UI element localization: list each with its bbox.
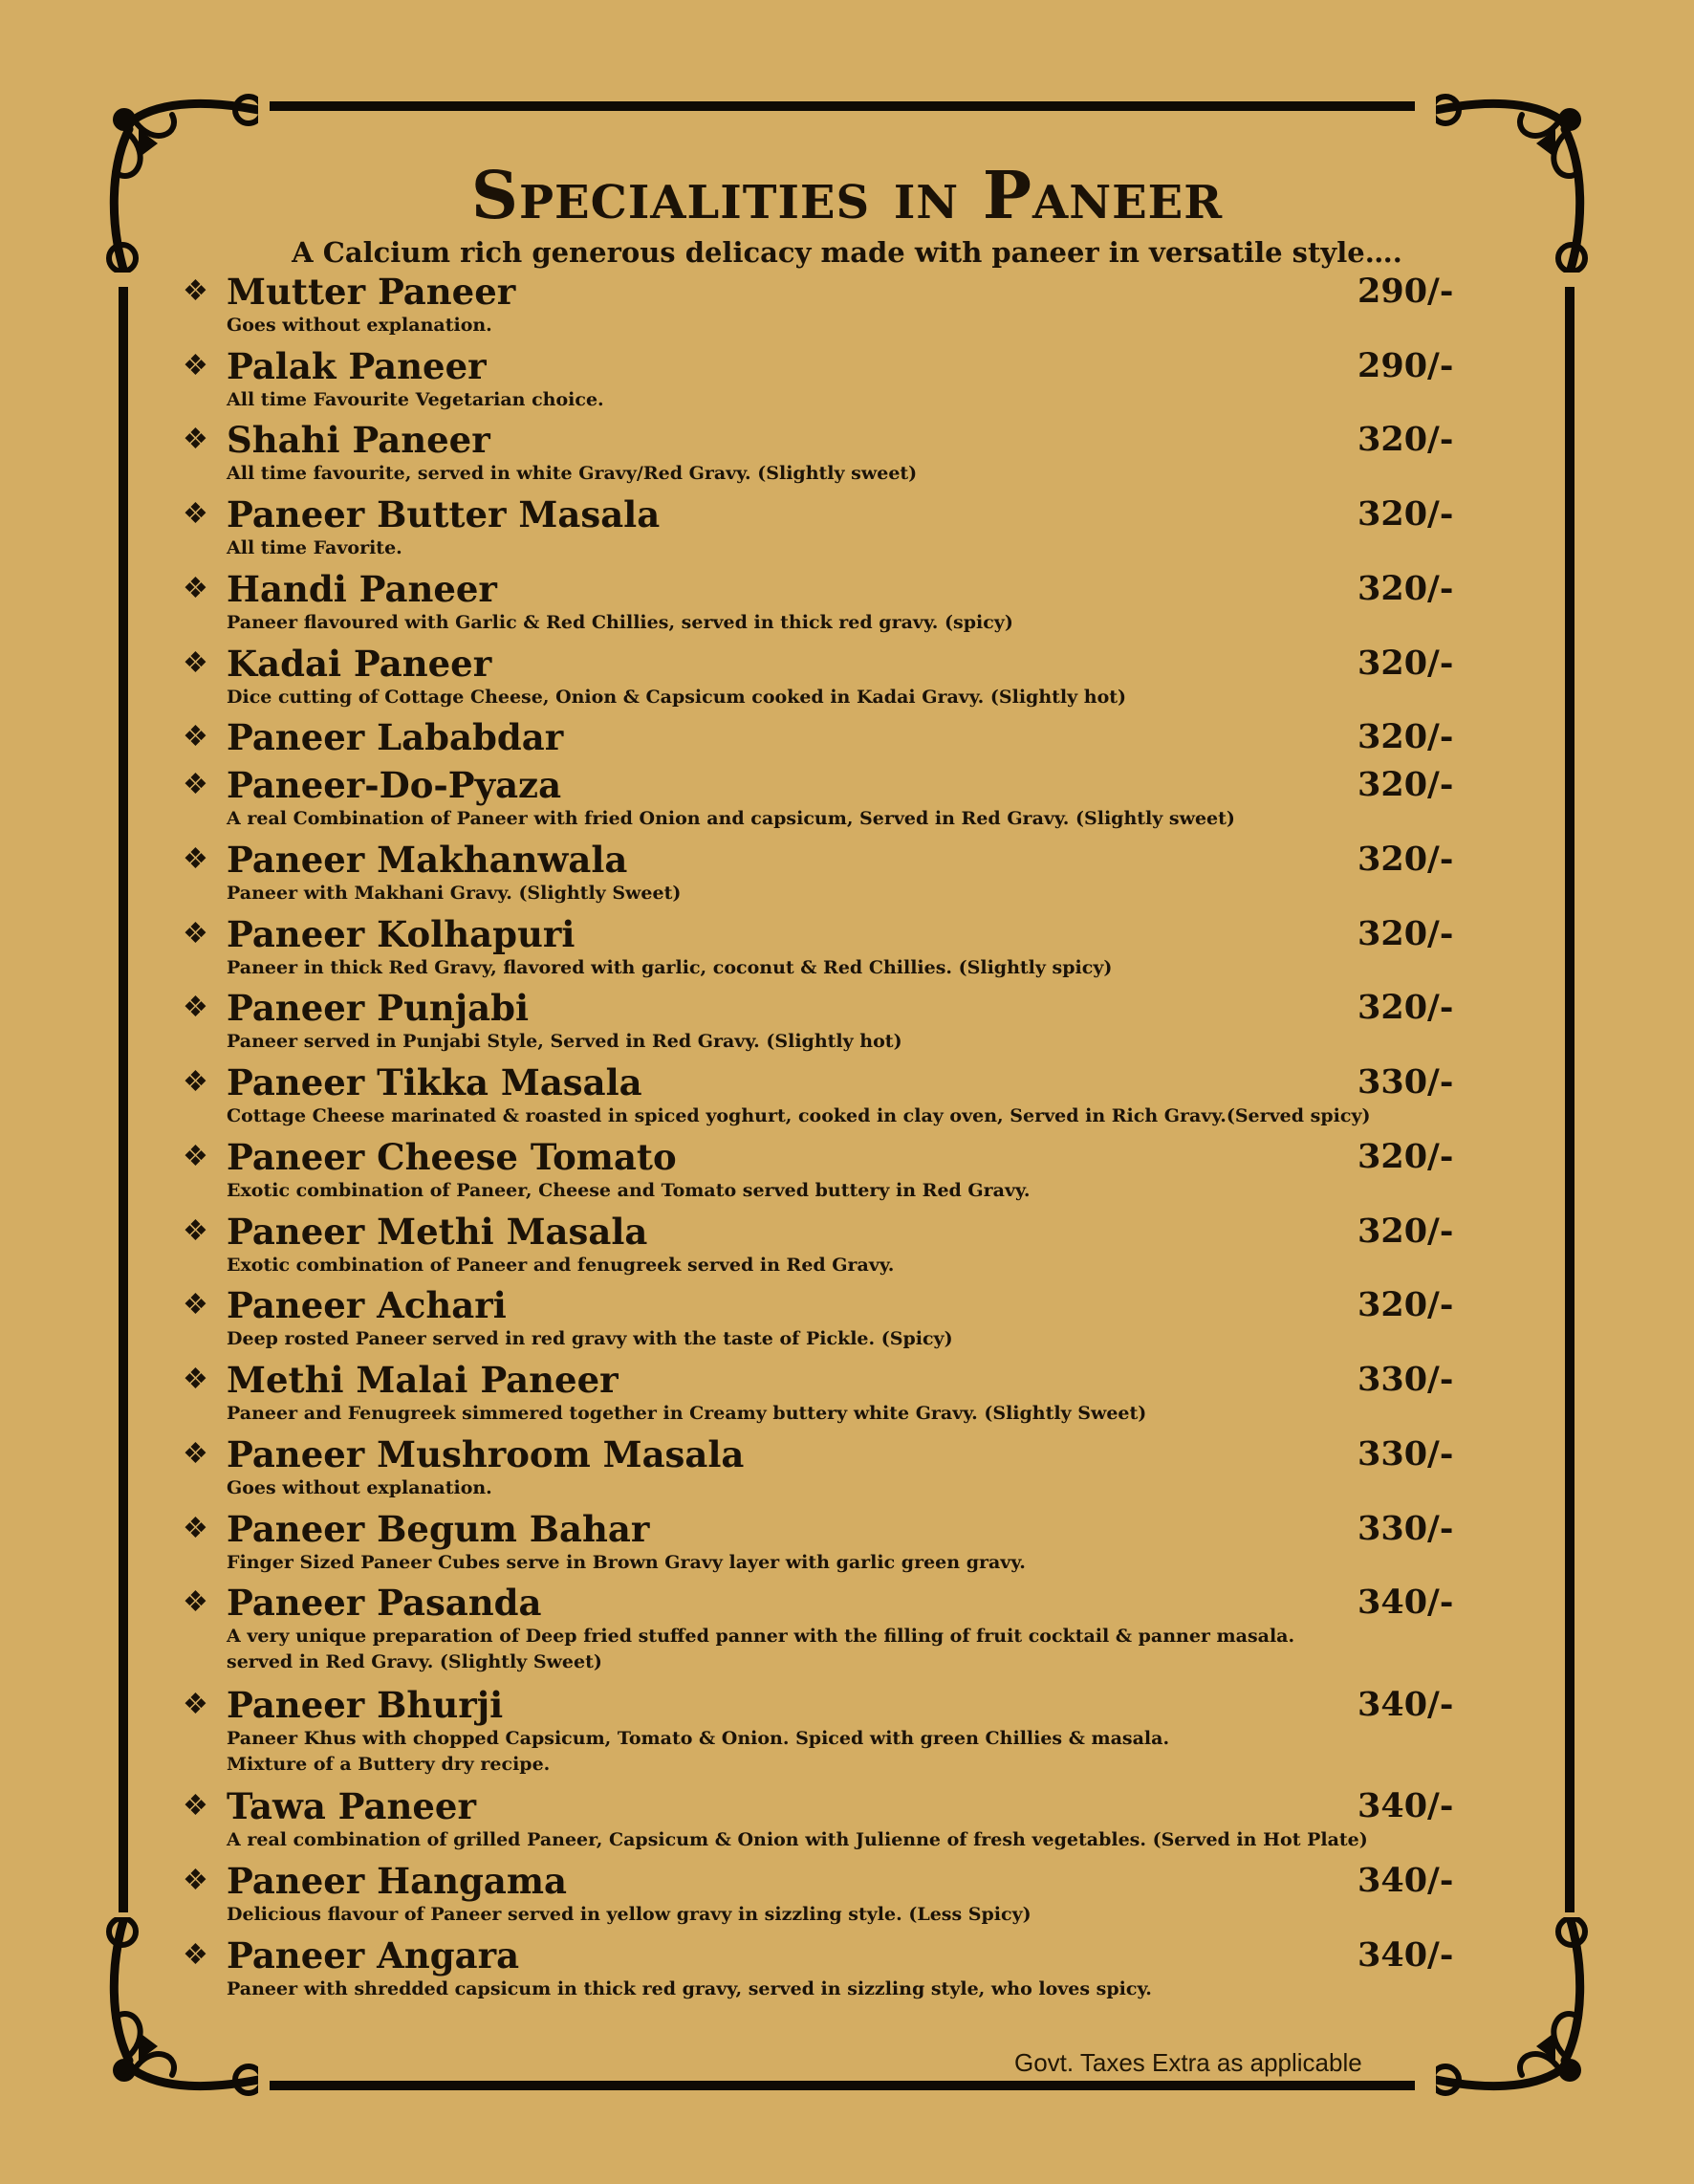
dish-price: 320/- bbox=[1357, 717, 1454, 756]
diamond-bullet-icon: ❖ bbox=[183, 917, 208, 950]
dish-description: Paneer and Fenugreek simmered together in Creamy buttery white Gravy. (Slightly Sweet) bbox=[227, 1403, 1147, 1424]
diamond-bullet-icon: ❖ bbox=[183, 720, 208, 753]
dish-name: Paneer Cheese Tomato bbox=[227, 1136, 677, 1178]
diamond-bullet-icon: ❖ bbox=[183, 1437, 208, 1471]
dish-description: A real Combination of Paneer with fried Onion and capsicum, Served in Red Gravy. (Slightly sweet) bbox=[227, 808, 1235, 829]
diamond-bullet-icon: ❖ bbox=[183, 1288, 208, 1321]
diamond-bullet-icon: ❖ bbox=[183, 1363, 208, 1396]
dish-name: Paneer Hangama bbox=[227, 1860, 567, 1902]
diamond-bullet-icon: ❖ bbox=[183, 646, 208, 680]
menu-item bbox=[177, 839, 1498, 906]
menu-item bbox=[177, 345, 1498, 413]
dish-name: Mutter Paneer bbox=[227, 271, 516, 313]
dish-description: Paneer Khus with chopped Capsicum, Tomato & Onion. Spiced with green Chillies & masala. bbox=[227, 1728, 1170, 1749]
frame-top-line bbox=[270, 101, 1415, 111]
menu-item bbox=[177, 568, 1498, 636]
menu-item bbox=[177, 1785, 1498, 1853]
dish-description: A real combination of grilled Paneer, Capsicum & Onion with Julienne of fresh vegetables. (Served in Hot Plate) bbox=[227, 1829, 1368, 1850]
menu-item bbox=[177, 1860, 1498, 1928]
page-subtitle: A Calcium rich generous delicacy made with paneer in versatile style…. bbox=[292, 236, 1402, 269]
menu-item bbox=[177, 913, 1498, 981]
menu-item bbox=[177, 493, 1498, 561]
tax-note: Govt. Taxes Extra as applicable bbox=[1014, 2048, 1362, 2077]
dish-description-line-2: served in Red Gravy. (Slightly Sweet) bbox=[227, 1651, 602, 1672]
dish-description: Paneer in thick Red Gravy, flavored with garlic, coconut & Red Chillies. (Slightly spicy) bbox=[227, 957, 1113, 978]
dish-price: 340/- bbox=[1357, 1685, 1454, 1724]
dish-name: Paneer Mushroom Masala bbox=[227, 1433, 745, 1475]
dish-name: Paneer Butter Masala bbox=[227, 493, 661, 535]
diamond-bullet-icon: ❖ bbox=[183, 423, 208, 456]
diamond-bullet-icon: ❖ bbox=[183, 1512, 208, 1545]
dish-price: 320/- bbox=[1357, 1285, 1454, 1324]
dish-description: Paneer with shredded capsicum in thick red gravy, served in sizzling style, who loves spicy. bbox=[227, 1978, 1152, 1999]
dish-price: 340/- bbox=[1357, 1786, 1454, 1825]
diamond-bullet-icon: ❖ bbox=[183, 1065, 208, 1099]
dish-price: 320/- bbox=[1357, 914, 1454, 953]
dish-price: 340/- bbox=[1357, 1935, 1454, 1975]
menu-item bbox=[177, 716, 1498, 758]
dish-name: Paneer Pasanda bbox=[227, 1582, 542, 1624]
dish-name: Paneer Makhanwala bbox=[227, 839, 628, 881]
dish-description: Paneer with Makhani Gravy. (Slightly Sweet) bbox=[227, 883, 682, 904]
menu-item bbox=[177, 1061, 1498, 1129]
diamond-bullet-icon: ❖ bbox=[183, 1688, 208, 1721]
dish-name: Paneer Angara bbox=[227, 1934, 520, 1977]
dish-name: Paneer Begum Bahar bbox=[227, 1508, 650, 1550]
diamond-bullet-icon: ❖ bbox=[183, 1585, 208, 1619]
dish-price: 290/- bbox=[1357, 272, 1454, 311]
dish-name: Methi Malai Paneer bbox=[227, 1359, 619, 1401]
dish-name: Handi Paneer bbox=[227, 568, 497, 610]
diamond-bullet-icon: ❖ bbox=[183, 842, 208, 876]
dish-description: A very unique preparation of Deep fried stuffed panner with the filling of fruit cocktail & panner masala. bbox=[227, 1626, 1295, 1647]
diamond-bullet-icon: ❖ bbox=[183, 572, 208, 605]
menu-item bbox=[177, 987, 1498, 1055]
frame-left-line bbox=[119, 287, 128, 1912]
dish-price: 320/- bbox=[1357, 494, 1454, 534]
dish-description: All time Favourite Vegetarian choice. bbox=[227, 389, 604, 410]
dish-description: Deep rosted Paneer served in red gravy with the taste of Pickle. (Spicy) bbox=[227, 1328, 953, 1349]
page-title: Specialities in Paneer bbox=[470, 158, 1224, 234]
diamond-bullet-icon: ❖ bbox=[183, 1938, 208, 1972]
dish-price: 290/- bbox=[1357, 346, 1454, 385]
menu-item bbox=[177, 764, 1498, 832]
dish-price: 330/- bbox=[1357, 1360, 1454, 1399]
dish-price: 340/- bbox=[1357, 1861, 1454, 1900]
dish-description: Paneer served in Punjabi Style, Served in Red Gravy. (Slightly hot) bbox=[227, 1031, 902, 1052]
frame-right-line bbox=[1565, 287, 1575, 1912]
menu-item bbox=[177, 1136, 1498, 1204]
menu-item bbox=[177, 643, 1498, 710]
diamond-bullet-icon: ❖ bbox=[183, 274, 208, 308]
dish-name: Paneer Methi Masala bbox=[227, 1211, 648, 1253]
dish-name: Kadai Paneer bbox=[227, 643, 492, 685]
dish-description: All time favourite, served in white Gravy/Red Gravy. (Slightly sweet) bbox=[227, 463, 918, 484]
dish-description: Goes without explanation. bbox=[227, 1477, 492, 1498]
dish-name: Paneer Tikka Masala bbox=[227, 1061, 642, 1103]
menu-item bbox=[177, 1582, 1498, 1675]
dish-price: 320/- bbox=[1357, 420, 1454, 459]
diamond-bullet-icon: ❖ bbox=[183, 1140, 208, 1173]
dish-description: Paneer flavoured with Garlic & Red Chillies, served in thick red gravy. (spicy) bbox=[227, 612, 1013, 633]
dish-name: Paneer Bhurji bbox=[227, 1684, 504, 1726]
dish-name: Tawa Paneer bbox=[227, 1785, 476, 1827]
dish-name: Paneer Lababdar bbox=[227, 716, 564, 758]
menu-item bbox=[177, 1211, 1498, 1278]
dish-price: 320/- bbox=[1357, 840, 1454, 879]
menu-item bbox=[177, 271, 1498, 339]
menu-item bbox=[177, 1433, 1498, 1501]
dish-price: 320/- bbox=[1357, 988, 1454, 1027]
diamond-bullet-icon: ❖ bbox=[183, 497, 208, 531]
diamond-bullet-icon: ❖ bbox=[183, 991, 208, 1024]
menu-item bbox=[177, 1359, 1498, 1427]
diamond-bullet-icon: ❖ bbox=[183, 1789, 208, 1823]
dish-name: Palak Paneer bbox=[227, 345, 487, 387]
dish-name: Paneer-Do-Pyaza bbox=[227, 764, 562, 806]
dish-description: Cottage Cheese marinated & roasted in spiced yoghurt, cooked in clay oven, Served in Rich Gravy.(Served spicy) bbox=[227, 1105, 1371, 1126]
dish-description-line-2: Mixture of a Buttery dry recipe. bbox=[227, 1754, 551, 1775]
dish-description: Finger Sized Paneer Cubes serve in Brown Gravy layer with garlic green gravy. bbox=[227, 1552, 1026, 1573]
menu-item bbox=[177, 1284, 1498, 1352]
dish-description: Exotic combination of Paneer, Cheese and Tomato served buttery in Red Gravy. bbox=[227, 1180, 1031, 1201]
menu-item bbox=[177, 419, 1498, 487]
dish-name: Paneer Kolhapuri bbox=[227, 913, 576, 955]
dish-name: Shahi Paneer bbox=[227, 419, 490, 461]
diamond-bullet-icon: ❖ bbox=[183, 1214, 208, 1248]
dish-name: Paneer Achari bbox=[227, 1284, 507, 1326]
frame-bottom-line bbox=[270, 2081, 1415, 2090]
dish-price: 320/- bbox=[1357, 569, 1454, 608]
diamond-bullet-icon: ❖ bbox=[183, 349, 208, 382]
menu-item bbox=[177, 1684, 1498, 1778]
dish-description: Delicious flavour of Paneer served in yellow gravy in sizzling style. (Less Spicy) bbox=[227, 1904, 1032, 1925]
dish-price: 330/- bbox=[1357, 1434, 1454, 1474]
dish-price: 320/- bbox=[1357, 1137, 1454, 1176]
dish-description: Goes without explanation. bbox=[227, 315, 492, 336]
dish-price: 330/- bbox=[1357, 1509, 1454, 1548]
dish-price: 320/- bbox=[1357, 644, 1454, 683]
dish-description: All time Favorite. bbox=[227, 537, 402, 558]
menu-item bbox=[177, 1508, 1498, 1576]
menu-item bbox=[177, 1934, 1498, 2002]
dish-price: 320/- bbox=[1357, 1212, 1454, 1251]
dish-description: Exotic combination of Paneer and fenugreek served in Red Gravy. bbox=[227, 1255, 895, 1276]
diamond-bullet-icon: ❖ bbox=[183, 1864, 208, 1897]
dish-description: Dice cutting of Cottage Cheese, Onion & Capsicum cooked in Kadai Gravy. (Slightly hot) bbox=[227, 687, 1127, 708]
dish-name: Paneer Punjabi bbox=[227, 987, 530, 1029]
dish-price: 320/- bbox=[1357, 765, 1454, 804]
dish-price: 340/- bbox=[1357, 1583, 1454, 1622]
dish-price: 330/- bbox=[1357, 1062, 1454, 1102]
diamond-bullet-icon: ❖ bbox=[183, 768, 208, 801]
